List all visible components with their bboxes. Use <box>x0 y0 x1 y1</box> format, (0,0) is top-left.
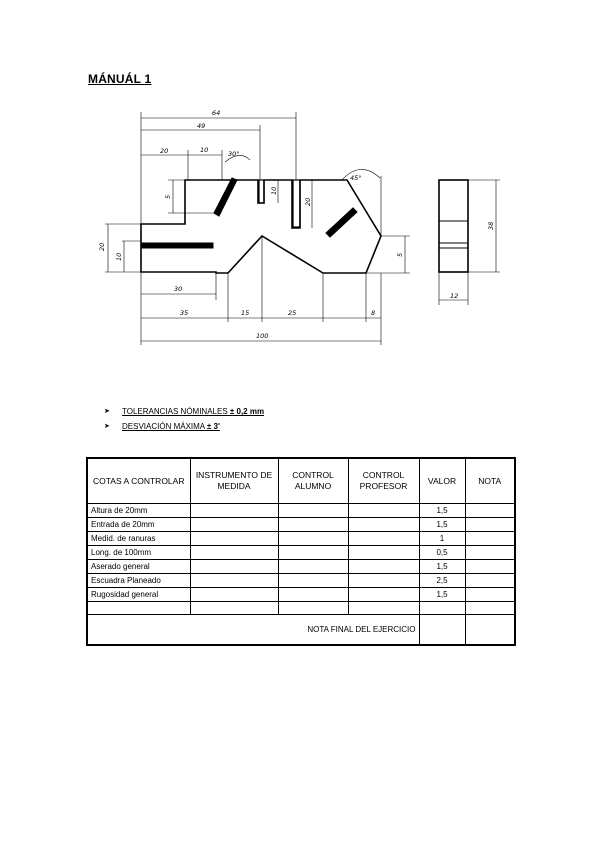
side-view-outline <box>439 180 468 272</box>
nota-cell[interactable] <box>465 602 515 615</box>
final-valor-cell[interactable] <box>419 615 465 646</box>
nota-cell[interactable] <box>465 588 515 602</box>
profesor-cell[interactable] <box>348 546 419 560</box>
instrumento-cell[interactable] <box>190 574 278 588</box>
tolerance-value: ± 3' <box>206 422 220 431</box>
cota-cell: Rugosidad general <box>87 588 190 602</box>
instrumento-cell[interactable] <box>190 588 278 602</box>
tolerance-label: DESVIACIÓN MÁXIMA <box>122 422 205 431</box>
nota-cell[interactable] <box>465 532 515 546</box>
dim-10-left: 10 <box>115 252 123 261</box>
valor-cell: 1,5 <box>419 588 465 602</box>
dim-15: 15 <box>241 309 250 317</box>
nota-cell[interactable] <box>465 574 515 588</box>
final-grade-row <box>87 615 515 646</box>
instrumento-cell[interactable] <box>190 518 278 532</box>
instrumento-cell[interactable] <box>190 560 278 574</box>
instrumento-cell[interactable] <box>190 532 278 546</box>
final-grade-label: NOTA FINAL DEL EJERCICIO <box>87 615 419 646</box>
valor-cell[interactable] <box>419 602 465 615</box>
cota-cell[interactable] <box>87 602 190 615</box>
nota-cell[interactable] <box>465 518 515 532</box>
alumno-cell[interactable] <box>278 518 348 532</box>
dim-12: 12 <box>450 292 459 300</box>
dim-20-slot: 20 <box>304 197 312 206</box>
header-control-profesor: CONTROL PROFESOR <box>348 458 419 504</box>
dim-5-right: 5 <box>396 252 404 257</box>
dim-25: 25 <box>288 309 297 317</box>
final-nota-cell[interactable] <box>465 615 515 646</box>
cota-cell: Entrada de 20mm <box>87 518 190 532</box>
dim-30-bottom: 30 <box>174 285 183 293</box>
header-nota: NOTA <box>465 458 515 504</box>
instrumento-cell[interactable] <box>190 504 278 518</box>
dim-35: 35 <box>180 309 189 317</box>
valor-cell: 1,5 <box>419 560 465 574</box>
alumno-cell[interactable] <box>278 546 348 560</box>
dim-49: 49 <box>197 122 206 130</box>
dim-8: 8 <box>371 309 376 317</box>
slot-30 <box>214 178 237 216</box>
dim-10-slot: 10 <box>270 186 278 195</box>
dim-45-angle: 45° <box>350 174 362 182</box>
header-valor: VALOR <box>419 458 465 504</box>
header-instrumento: INSTRUMENTO DE MEDIDA <box>190 458 278 504</box>
alumno-cell[interactable] <box>278 532 348 546</box>
valor-cell: 1,5 <box>419 504 465 518</box>
table-row <box>87 546 515 560</box>
technical-drawing <box>0 0 599 360</box>
dim-20-top: 20 <box>160 147 169 155</box>
cota-cell: Aserado general <box>87 560 190 574</box>
alumno-cell[interactable] <box>278 588 348 602</box>
dim-38: 38 <box>487 221 495 230</box>
table-row <box>87 532 515 546</box>
tolerance-label: TOLERANCIAS NÓMINALES <box>122 407 228 416</box>
nota-cell[interactable] <box>465 560 515 574</box>
evaluation-table <box>86 457 516 646</box>
dim-20-left: 20 <box>98 242 106 251</box>
table-row <box>87 504 515 518</box>
nota-cell[interactable] <box>465 546 515 560</box>
table-row <box>87 560 515 574</box>
valor-cell: 0,5 <box>419 546 465 560</box>
profesor-cell[interactable] <box>348 560 419 574</box>
dim-64: 64 <box>212 109 221 117</box>
page-title: MÁNUÁL 1 <box>88 72 152 86</box>
alumno-cell[interactable] <box>278 602 348 615</box>
valor-cell: 1,5 <box>419 518 465 532</box>
alumno-cell[interactable] <box>278 574 348 588</box>
valor-cell: 1 <box>419 532 465 546</box>
valor-cell: 2,5 <box>419 574 465 588</box>
profesor-cell[interactable] <box>348 588 419 602</box>
table-row <box>87 518 515 532</box>
profesor-cell[interactable] <box>348 574 419 588</box>
alumno-cell[interactable] <box>278 504 348 518</box>
profesor-cell[interactable] <box>348 532 419 546</box>
arrow-bullet-icon: ➤ <box>104 423 110 430</box>
cota-cell: Altura de 20mm <box>87 504 190 518</box>
instrumento-cell[interactable] <box>190 546 278 560</box>
table-row-blank <box>87 602 515 615</box>
dim-10-top: 10 <box>200 146 209 154</box>
table-row <box>87 588 515 602</box>
header-control-alumno: CONTROL ALUMNO <box>278 458 348 504</box>
slot-45 <box>326 208 357 237</box>
nota-cell[interactable] <box>465 504 515 518</box>
instrumento-cell[interactable] <box>190 602 278 615</box>
header-cotas: COTAS A CONTROLAR <box>87 458 190 504</box>
tolerance-value: ± 0,2 mm <box>229 407 265 416</box>
profesor-cell[interactable] <box>348 518 419 532</box>
profesor-cell[interactable] <box>348 504 419 518</box>
alumno-cell[interactable] <box>278 560 348 574</box>
dim-5-left: 5 <box>164 194 172 199</box>
slot-left <box>141 243 213 248</box>
cota-cell: Long. de 100mm <box>87 546 190 560</box>
front-view-outline <box>141 180 381 273</box>
cota-cell: Escuadra Planeado <box>87 574 190 588</box>
dim-30-angle: 30° <box>228 150 240 158</box>
dim-100: 100 <box>256 332 269 340</box>
profesor-cell[interactable] <box>348 602 419 615</box>
cota-cell: Medid. de ranuras <box>87 532 190 546</box>
table-header-row <box>87 458 515 504</box>
arrow-bullet-icon: ➤ <box>104 408 110 415</box>
table-row <box>87 574 515 588</box>
